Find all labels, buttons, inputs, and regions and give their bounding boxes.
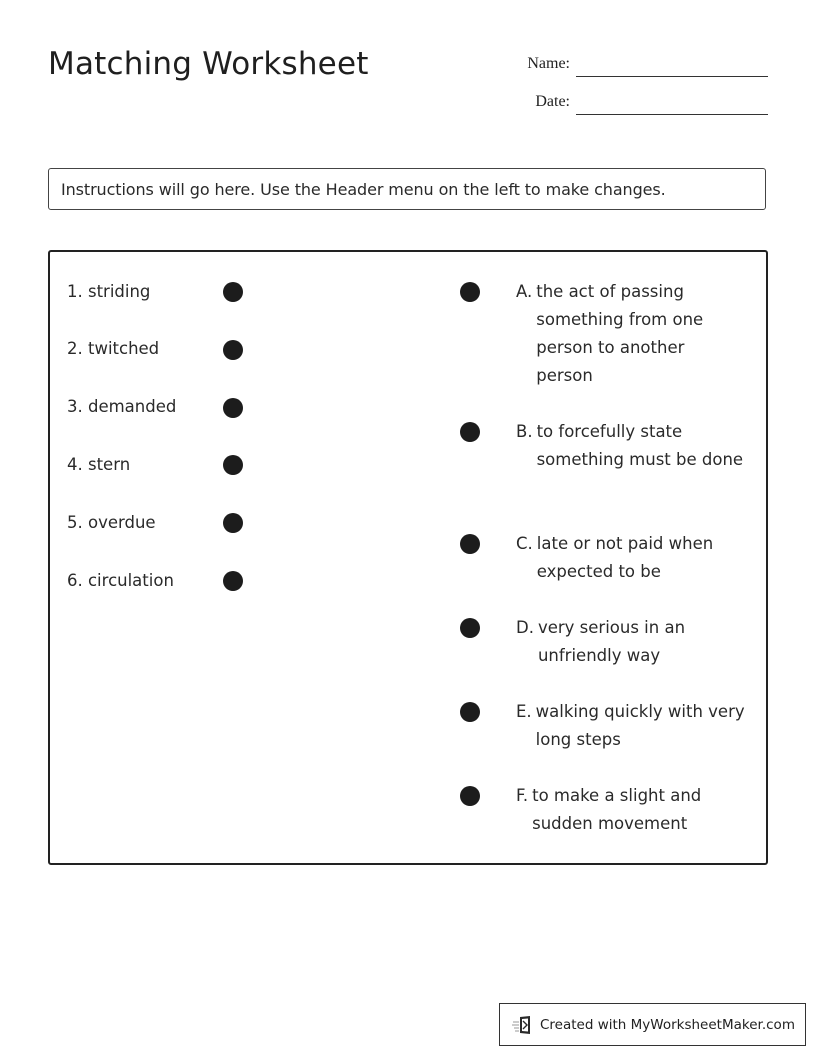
definition-text: late or not paid when expected to be [536, 534, 714, 581]
term-item: 6. circulation [67, 571, 174, 590]
definition-letter: D. [516, 618, 534, 637]
date-blank-line [576, 114, 768, 115]
definition-item [516, 614, 746, 670]
definition-dot-icon [460, 618, 480, 638]
footer-credit[interactable] [499, 1003, 806, 1046]
term-item: 2. twitched [67, 339, 160, 358]
page-title: Matching Worksheet [48, 46, 369, 82]
definition-text: to forcefully state something must be done [536, 422, 744, 469]
instructions-text: Instructions will go here. Use the Header menu on the left to make changes. [61, 179, 666, 199]
definition-letter: B. [516, 422, 533, 441]
name-field [500, 53, 768, 77]
term-item: 3. demanded [67, 397, 177, 416]
term-item: 1. striding [67, 282, 151, 301]
definition-letter: A. [516, 282, 533, 301]
definition-dot-icon [460, 786, 480, 806]
definition-dot-icon [460, 422, 480, 442]
name-label: Name: [527, 55, 570, 72]
definition-item [516, 530, 746, 586]
name-blank-line [576, 76, 768, 77]
definition-text: the act of passing something from one person to another person [536, 282, 704, 385]
definition-text: very serious in an unfriendly way [537, 618, 686, 665]
term-dot-icon [223, 571, 243, 591]
date-field [500, 91, 768, 115]
definition-item [516, 278, 746, 390]
instructions-box [48, 168, 766, 210]
definition-item [516, 418, 746, 474]
term-dot-icon [223, 282, 243, 302]
term-dot-icon [223, 340, 243, 360]
date-label: Date: [535, 93, 570, 110]
definition-item [516, 698, 746, 754]
term-dot-icon [223, 513, 243, 533]
footer-credit-text: Created with MyWorksheetMaker.com [540, 1016, 795, 1033]
term-item: 5. overdue [67, 513, 156, 532]
definition-dot-icon [460, 534, 480, 554]
term-dot-icon [223, 455, 243, 475]
term-dot-icon [223, 398, 243, 418]
term-item: 4. stern [67, 455, 131, 474]
definition-text: to make a slight and sudden movement [532, 786, 702, 833]
definition-dot-icon [460, 702, 480, 722]
definition-letter: C. [516, 534, 533, 553]
definition-text: walking quickly with very long steps [535, 702, 745, 749]
definition-item [516, 782, 746, 838]
definition-dot-icon [460, 282, 480, 302]
matching-section [48, 250, 768, 865]
definition-letter: E. [516, 702, 532, 721]
worksheet-maker-logo-icon [512, 1014, 534, 1036]
definition-letter: F. [516, 786, 529, 805]
